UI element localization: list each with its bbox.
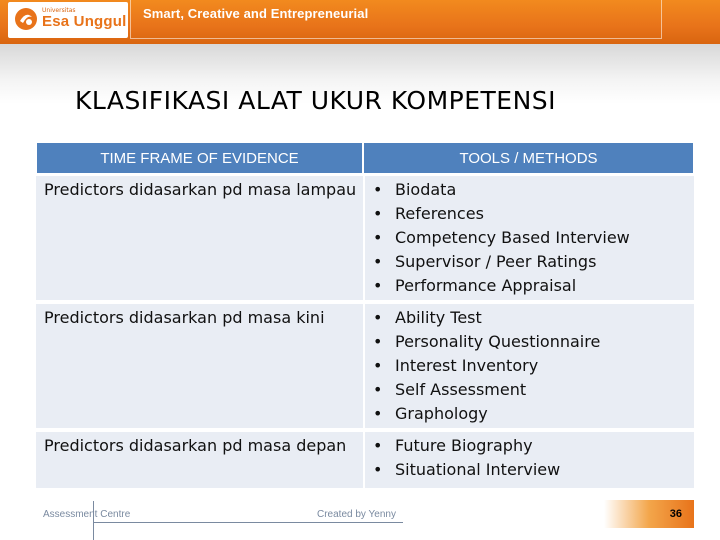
list-item: • Graphology bbox=[373, 402, 600, 426]
list-item: • Performance Appraisal bbox=[373, 274, 630, 298]
bullet-icon: • bbox=[373, 180, 383, 199]
bullet-icon: • bbox=[373, 308, 383, 327]
university-logo bbox=[8, 2, 128, 38]
list-item: • Future Biography bbox=[373, 434, 560, 458]
logo-emblem-icon bbox=[14, 7, 38, 31]
tools-cell bbox=[373, 434, 560, 482]
footer-divider-horizontal bbox=[93, 522, 403, 523]
bullet-icon: • bbox=[373, 228, 383, 247]
bullet-icon: • bbox=[373, 252, 383, 271]
list-item: • Personality Questionnaire bbox=[373, 330, 600, 354]
bullet-icon: • bbox=[373, 380, 383, 399]
cell-divider bbox=[363, 432, 365, 488]
bullet-icon: • bbox=[373, 356, 383, 375]
column-header-time-frame: TIME FRAME OF EVIDENCE bbox=[36, 142, 363, 174]
bullet-icon: • bbox=[373, 332, 383, 351]
footer-author-label: Created by Yenny bbox=[317, 509, 396, 520]
list-item: • References bbox=[373, 202, 630, 226]
list-item: • Ability Test bbox=[373, 306, 600, 330]
footer-course-label: Assessment Centre bbox=[43, 509, 131, 520]
time-frame-cell: Predictors didasarkan pd masa lampau bbox=[44, 180, 357, 199]
page-number-badge bbox=[604, 500, 694, 528]
table-row bbox=[36, 432, 694, 490]
list-item: • Interest Inventory bbox=[373, 354, 600, 378]
list-item: • Competency Based Interview bbox=[373, 226, 630, 250]
logo-name: Esa Unggul bbox=[42, 13, 127, 30]
table-row bbox=[36, 304, 694, 430]
list-item: • Biodata bbox=[373, 178, 630, 202]
bullet-icon: • bbox=[373, 436, 383, 455]
cell-divider bbox=[363, 176, 365, 300]
footer-divider-vertical bbox=[93, 501, 94, 540]
tagline: Smart, Creative and Entrepreneurial bbox=[143, 6, 369, 21]
tools-cell bbox=[373, 306, 600, 426]
page-number: 36 bbox=[669, 508, 682, 520]
tools-cell bbox=[373, 178, 630, 298]
bullet-icon: • bbox=[373, 460, 383, 479]
logo-subtitle: Universitas bbox=[42, 7, 76, 14]
list-item: • Self Assessment bbox=[373, 378, 600, 402]
column-header-tools: TOOLS / METHODS bbox=[363, 142, 694, 174]
time-frame-cell: Predictors didasarkan pd masa depan bbox=[44, 436, 347, 455]
time-frame-cell: Predictors didasarkan pd masa kini bbox=[44, 308, 325, 327]
bullet-icon: • bbox=[373, 204, 383, 223]
bullet-icon: • bbox=[373, 404, 383, 423]
slide-title: KLASIFIKASI ALAT UKUR KOMPETENSI bbox=[75, 86, 557, 115]
cell-divider bbox=[363, 304, 365, 428]
list-item: • Supervisor / Peer Ratings bbox=[373, 250, 630, 274]
bullet-icon: • bbox=[373, 276, 383, 295]
table-row bbox=[36, 176, 694, 302]
list-item: • Situational Interview bbox=[373, 458, 560, 482]
